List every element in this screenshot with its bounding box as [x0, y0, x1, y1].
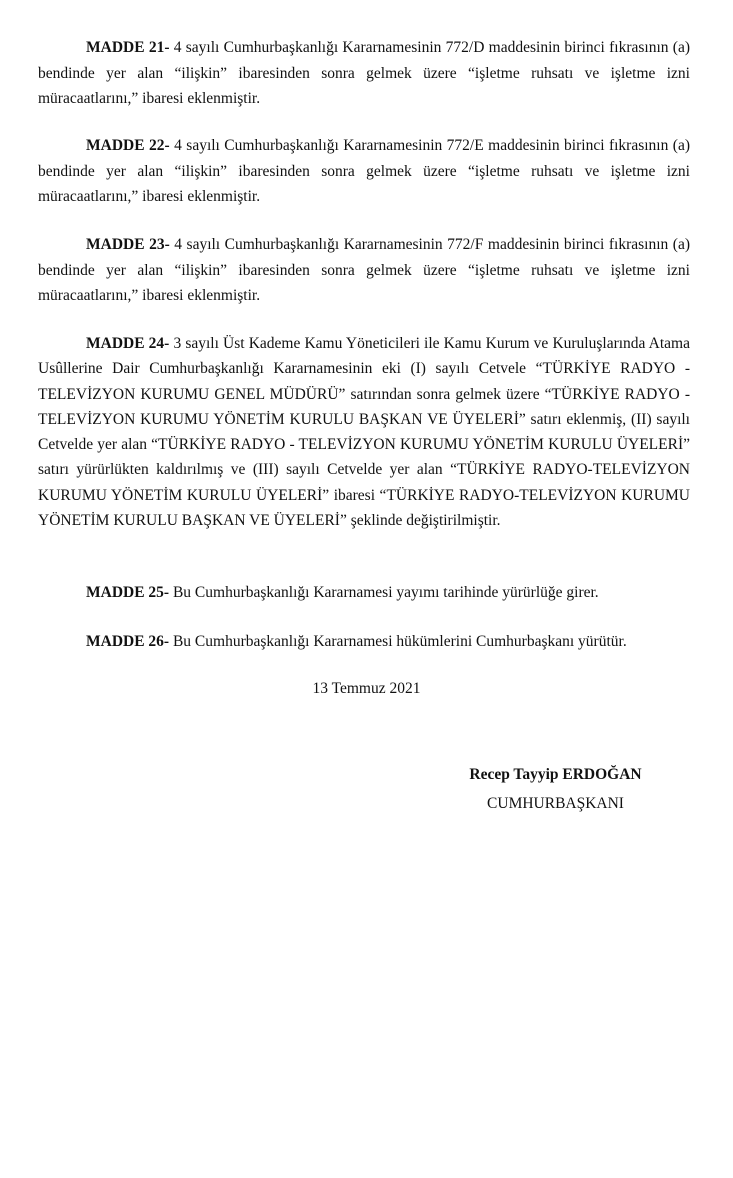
- article-24-text: 3 sayılı Üst Kademe Kamu Yöneticileri ile Kamu Kurum ve Kuruluşlarında Atama Usûllerine Dair Cumhurbaşkanlığı Kararnamesinin eki (I) sayılı Cetvele “TÜRKİYE RADYO - TELEVİZYON KURUMU GENEL MÜDÜRÜ” satırından sonra gelmek üzere “TÜRKİYE RADYO - TELEVİZYON KURUMU YÖNETİM KURULU BAŞKAN VE ÜYELERİ” satırı eklenmiş, (II) sayılı Cetvelde yer alan “TÜRKİYE RADYO - TELEVİZYON KURUMU YÖNETİM KURULU ÜYELERİ” satırı yürürlükten kaldırılmış ve (III) sayılı Cetvelde yer alan “TÜRKİYE RADYO-TELEVİZYON KURUMU YÖNETİM KURULU ÜYELERİ” ibaresi “TÜRKİYE RADYO-TELEVİZYON KURUMU YÖNETİM KURULU BAŞKAN VE ÜYELERİ” şeklinde değiştirilmiştir.: [38, 335, 690, 530]
- article-25: [38, 580, 690, 606]
- article-21-heading: MADDE 21-: [86, 39, 170, 56]
- article-25-heading: MADDE 25-: [86, 584, 170, 601]
- article-22: [38, 133, 690, 210]
- article-25-text: Bu Cumhurbaşkanlığı Kararnamesi yayımı tarihinde yürürlüğe girer.: [169, 584, 599, 601]
- signatory-title: CUMHURBAŞKANI: [487, 795, 624, 812]
- article-23-heading: MADDE 23-: [86, 236, 170, 253]
- decree-date: 13 Temmuz 2021: [312, 680, 421, 697]
- article-22-text: 4 sayılı Cumhurbaşkanlığı Kararnamesinin 772/E maddesinin birinci fıkrasının (a) bendinde yer alan “ilişkin” ibaresinden sonra gelmek üzere “işletme ruhsatı ve işletme izni müracaatlarını,” ibaresi eklenmiştir.: [38, 137, 690, 205]
- signatory-name: Recep Tayyip ERDOĞAN: [469, 766, 642, 783]
- article-24: [38, 331, 690, 533]
- article-21: [38, 35, 690, 112]
- article-21-text: 4 sayılı Cumhurbaşkanlığı Kararnamesinin 772/D maddesinin birinci fıkrasının (a) bendinde yer alan “ilişkin” ibaresinden sonra gelmek üzere “işletme ruhsatı ve işletme izni müracaatlarını,” ibaresi eklenmiştir.: [38, 39, 690, 107]
- article-26-heading: MADDE 26-: [86, 633, 170, 650]
- article-26-text: Bu Cumhurbaşkanlığı Kararnamesi hükümlerini Cumhurbaşkanı yürütür.: [169, 633, 627, 650]
- article-23-text: 4 sayılı Cumhurbaşkanlığı Kararnamesinin 772/F maddesinin birinci fıkrasının (a) bendinde yer alan “ilişkin” ibaresinden sonra gelmek üzere “işletme ruhsatı ve işletme izni müracaatlarını,” ibaresi eklenmiştir.: [38, 236, 690, 304]
- article-26: [38, 629, 690, 655]
- article-24-heading: MADDE 24-: [86, 335, 170, 352]
- article-23: [38, 232, 690, 309]
- article-22-heading: MADDE 22-: [86, 137, 170, 154]
